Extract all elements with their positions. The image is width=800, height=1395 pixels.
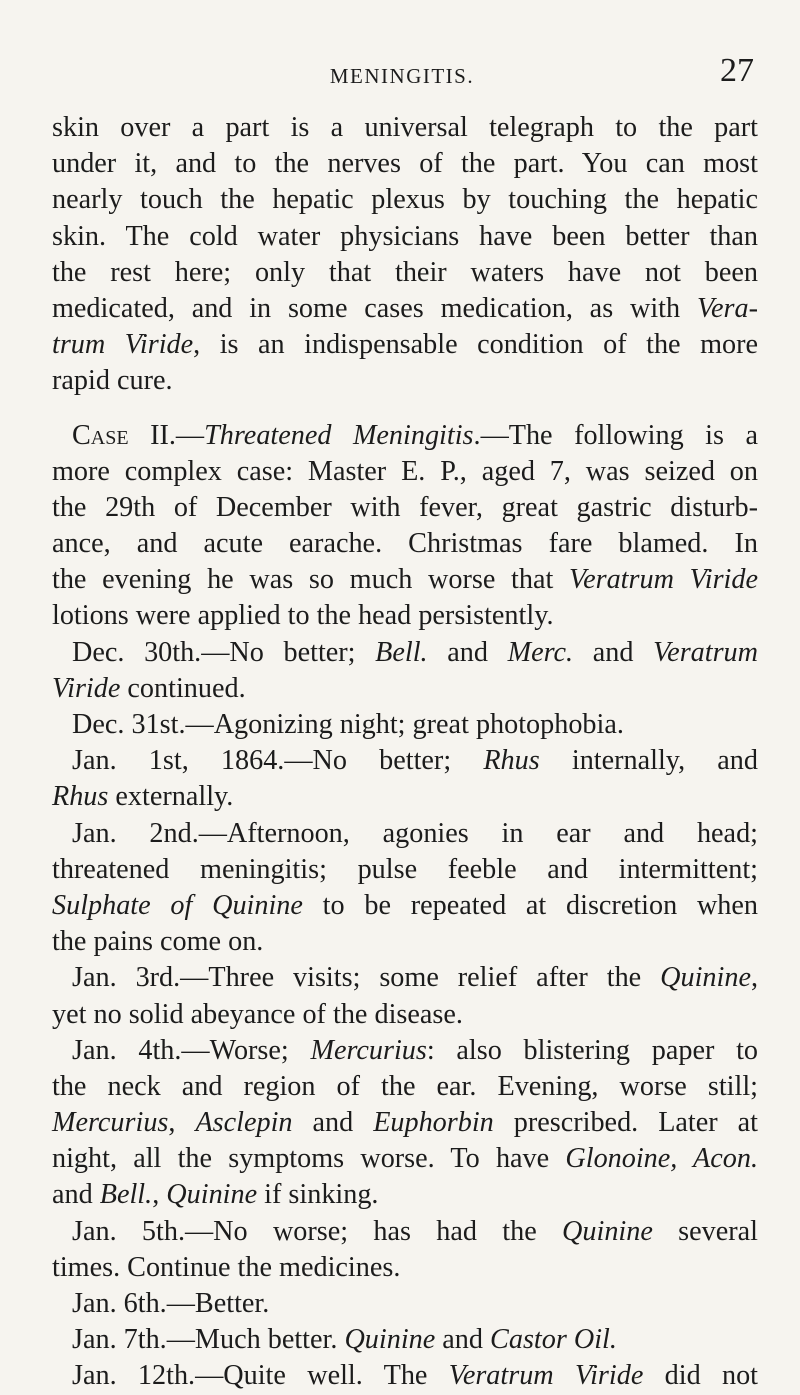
italic-term: Threatened Meningitis (204, 419, 474, 451)
text-line (52, 635, 758, 671)
text-segment: rapid cure. (52, 365, 173, 397)
text-segment: Dec. 30th.—No better; (72, 636, 376, 668)
text-segment: night, all the symptoms worse. To have (52, 1143, 566, 1175)
text-line (52, 291, 758, 327)
text-segment: , is an indispensable condition of the more (193, 329, 758, 361)
italic-term: Veratrum (653, 636, 759, 668)
italic-term: Veratrum Viride (448, 1360, 644, 1392)
italic-term: Mercurius (310, 1034, 427, 1066)
text-segment: skin. The cold water physicians have been better than (52, 220, 758, 252)
italic-term: Bell. (375, 636, 428, 668)
text-segment: Jan. 2nd.—Afternoon, agonies in ear and head; (72, 817, 758, 849)
text-segment: Dec. 31st.—Agonizing night; great photophobia. (72, 709, 624, 740)
paragraph-gap (52, 400, 758, 418)
running-head (50, 52, 754, 98)
italic-term: Glonoine, Acon. (565, 1143, 758, 1175)
text-segment: , (750, 962, 758, 994)
italic-term: Euphorbin (373, 1107, 494, 1139)
text-line (52, 1250, 758, 1286)
italic-term: Quinine (660, 962, 751, 994)
text-line (52, 779, 758, 815)
text-segment: Jan. 5th.—No worse; has had the (72, 1215, 563, 1247)
italic-term: Castor Oil. (490, 1324, 617, 1356)
text-segment: medicated, and in some cases medication, as with (52, 292, 697, 324)
text-line (52, 182, 758, 218)
text-line (52, 562, 758, 598)
text-segment: externally. (108, 781, 234, 813)
text-segment: the rest here; only that their waters have not been (52, 256, 758, 288)
chapter-title: MENINGITIS. (329, 64, 475, 88)
italic-term: Bell. (99, 1179, 153, 1211)
text-line (52, 1177, 758, 1213)
text-segment: the neck and region of the ear. Evening, worse still; (52, 1070, 758, 1102)
text-segment: nearly touch the hepatic plexus by touching the hepatic (52, 184, 758, 216)
text-line (52, 418, 758, 454)
text-segment: and (52, 1179, 100, 1211)
text-line (52, 960, 758, 996)
text-line (52, 707, 758, 743)
text-segment: .—The following is a (473, 419, 758, 451)
text-segment: skin over a part is a universal telegraph to the part (52, 112, 758, 143)
italic-term: Mercurius (52, 1107, 169, 1139)
text-line (52, 110, 758, 146)
text-segment: Jan. 4th.—Worse; (72, 1034, 311, 1066)
text-line (52, 219, 758, 255)
italic-term: trum Viride (52, 329, 194, 361)
italic-term: Sulphate of Quinine (52, 889, 303, 921)
text-segment: did not (643, 1360, 758, 1392)
text-segment: Jan. 12th.—Quite well. The (72, 1360, 449, 1392)
italic-term: Veratrum Viride (569, 564, 758, 596)
text-line (52, 1214, 758, 1250)
text-segment: Jan. 1st, 1864.—No better; (72, 745, 484, 777)
text-line (52, 671, 758, 707)
text-segment: , (152, 1179, 167, 1211)
text-line (52, 598, 758, 634)
text-line (52, 1286, 758, 1322)
text-segment: continued. (120, 672, 246, 704)
text-segment: the pains come on. (52, 926, 264, 958)
page-number: 27 (720, 52, 754, 89)
italic-term: Asclepin (195, 1107, 293, 1139)
italic-term: Rhus (52, 781, 109, 813)
text-line (52, 1322, 758, 1358)
text-segment: the evening he was so much worse that (52, 564, 570, 596)
italic-term: Merc. (507, 636, 574, 668)
text-segment: times. Continue the medicines. (52, 1251, 401, 1283)
text-segment: Jan. 7th.—Much better. (72, 1324, 345, 1356)
text-segment: under it, and to the nerves of the part. You can most (52, 148, 758, 180)
text-segment: Jan. 6th.—Better. (72, 1288, 270, 1319)
text-segment: and (435, 1324, 491, 1356)
text-line (52, 1105, 758, 1141)
text-line (52, 1033, 758, 1069)
text-segment: Case (72, 419, 129, 451)
italic-term: Quinine (166, 1179, 258, 1211)
text-segment: and (427, 636, 508, 668)
text-segment: Jan. 3rd.—Three visits; some relief after the (72, 962, 661, 994)
text-segment: and (573, 636, 654, 668)
italic-term: Vera- (696, 292, 758, 324)
text-line (52, 1141, 758, 1177)
text-segment: to be repeated at discretion when (302, 889, 758, 921)
text-segment: internally, and (539, 745, 758, 777)
text-segment: and (292, 1107, 374, 1139)
text-line (52, 363, 758, 399)
text-line (52, 1069, 758, 1105)
text-line (52, 146, 758, 182)
italic-term: Quinine (344, 1324, 436, 1356)
text-segment: lotions were applied to the head persistently. (52, 600, 554, 632)
text-line (52, 327, 758, 363)
text-segment: prescribed. Later at (493, 1107, 758, 1139)
text-line (52, 997, 758, 1033)
text-segment: the 29th of December with fever, great gastric disturb- (52, 491, 758, 523)
text-segment: several (652, 1215, 758, 1247)
text-line (52, 255, 758, 291)
text-segment: , (168, 1107, 196, 1139)
text-line (52, 526, 758, 562)
text-line (52, 454, 758, 490)
text-segment: ance, and acute earache. Christmas fare blamed. In (52, 528, 758, 560)
text-segment: if sinking. (257, 1179, 379, 1211)
text-segment: threatened meningitis; pulse feeble and intermittent; (52, 853, 758, 885)
text-segment: II.— (128, 419, 205, 451)
text-line (52, 490, 758, 526)
text-line (52, 1358, 758, 1394)
text-line (52, 743, 758, 779)
body-text (52, 110, 758, 1395)
italic-term: Rhus (483, 745, 540, 777)
text-segment: more complex case: Master E. P., aged 7, was seized on (52, 455, 758, 487)
text-line (52, 816, 758, 852)
text-segment: : also blistering paper to (426, 1034, 758, 1066)
text-line (52, 888, 758, 924)
italic-term: Viride (52, 672, 121, 704)
text-line (52, 852, 758, 888)
text-segment: yet no solid abeyance of the disease. (52, 998, 463, 1030)
italic-term: Quinine (562, 1215, 653, 1247)
text-line (52, 924, 758, 960)
